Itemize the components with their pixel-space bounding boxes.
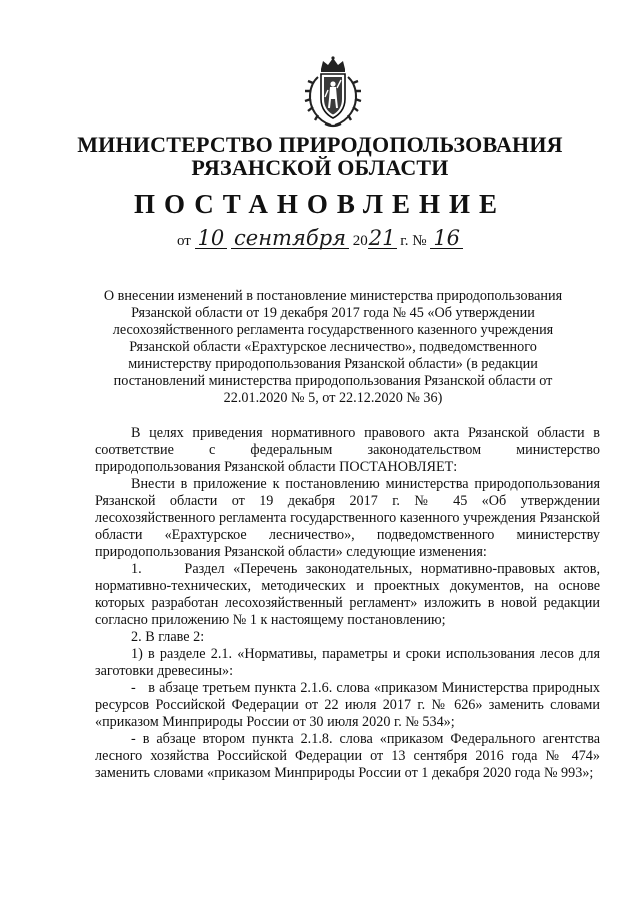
body-paragraph-dash-1: - в абзаце третьем пункта 2.1.6. слова «приказом Министерства природных ресурсов Российской Федерации от 22 июля 2017 г. № 626» заменить словами «приказом Минприроды России от 30 июля 2020 г. № 534»;: [95, 680, 600, 730]
date-year-suffix: 21: [368, 226, 396, 250]
number-label: №: [412, 233, 427, 249]
date-number-line: [0, 228, 640, 250]
date-year-prefix: 20: [352, 233, 368, 249]
date-day: 10: [195, 228, 228, 249]
date-year-label: г.: [400, 233, 409, 249]
ministry-name-line1: МИНИСТЕРСТВО ПРИРОДОПОЛЬЗОВАНИЯ: [77, 132, 563, 157]
body-paragraph-subitem-1: 1) в разделе 2.1. «Нормативы, параметры и сроки использования лесов для заготовки древесины»:: [95, 646, 600, 679]
document-subject: О внесении изменений в постановление министерства природопользования Рязанской области от 19 декабря 2017 года № 45 «Об утверждении лесохозяйственного регламента государственного казенного учреждения Рязанской области «Ерахтурское лесничество», подведомственного министерству природопользования Рязанской области» (в редакции постановлений министерства природопользования Рязанской области от 22.01.2020 № 5, от 22.12.2020 № 36): [103, 288, 563, 406]
body-paragraph-item-2: 2. В главе 2:: [131, 629, 205, 645]
document-number: 16: [430, 228, 463, 249]
body-paragraph-dash-2: - в абзаце втором пункта 2.1.8. слова «приказом Федерального агентства лесного хозяйства Российской Федерации от 13 сентября 2016 года № 474» заменить словами «приказом Минприроды России от 1 декабря 2020 года № 993»;: [95, 731, 600, 781]
body-paragraph-item-1: 1. Раздел «Перечень законодательных, нормативно-правовых актов, нормативно-технических, методических и проектных документов, на основе которых разработан лесохозяйственный регламент» изложить в новой редакции согласно приложению № 1 к настоящему постановлению;: [95, 561, 600, 628]
document-type-title: ПОСТАНОВЛЕНИЕ: [133, 189, 507, 219]
coat-of-arms-icon: [301, 55, 365, 129]
ministry-name-line2: РЯЗАНСКОЙ ОБЛАСТИ: [191, 155, 449, 180]
ministry-name: [0, 133, 640, 179]
body-paragraph-resolve: Внести в приложение к постановлению министерства природопользования Рязанской области от 19 декабря 2017 г. № 45 «Об утверждении лесохозяйственного регламента государственного казенного учреждения Рязанской области «Ерахтурское лесничество», подведомственного министерству природопользования Рязанской области» следующие изменения:: [95, 476, 600, 560]
date-month: сентября: [231, 228, 349, 249]
date-prefix: от: [176, 233, 191, 249]
body-paragraph-preamble: В целях приведения нормативного правового акта Рязанской области в соответствие с федеральным законодательством министерство природопользования Рязанской области ПОСТАНОВЛЯЕТ:: [95, 425, 600, 475]
document-body: [95, 425, 600, 782]
